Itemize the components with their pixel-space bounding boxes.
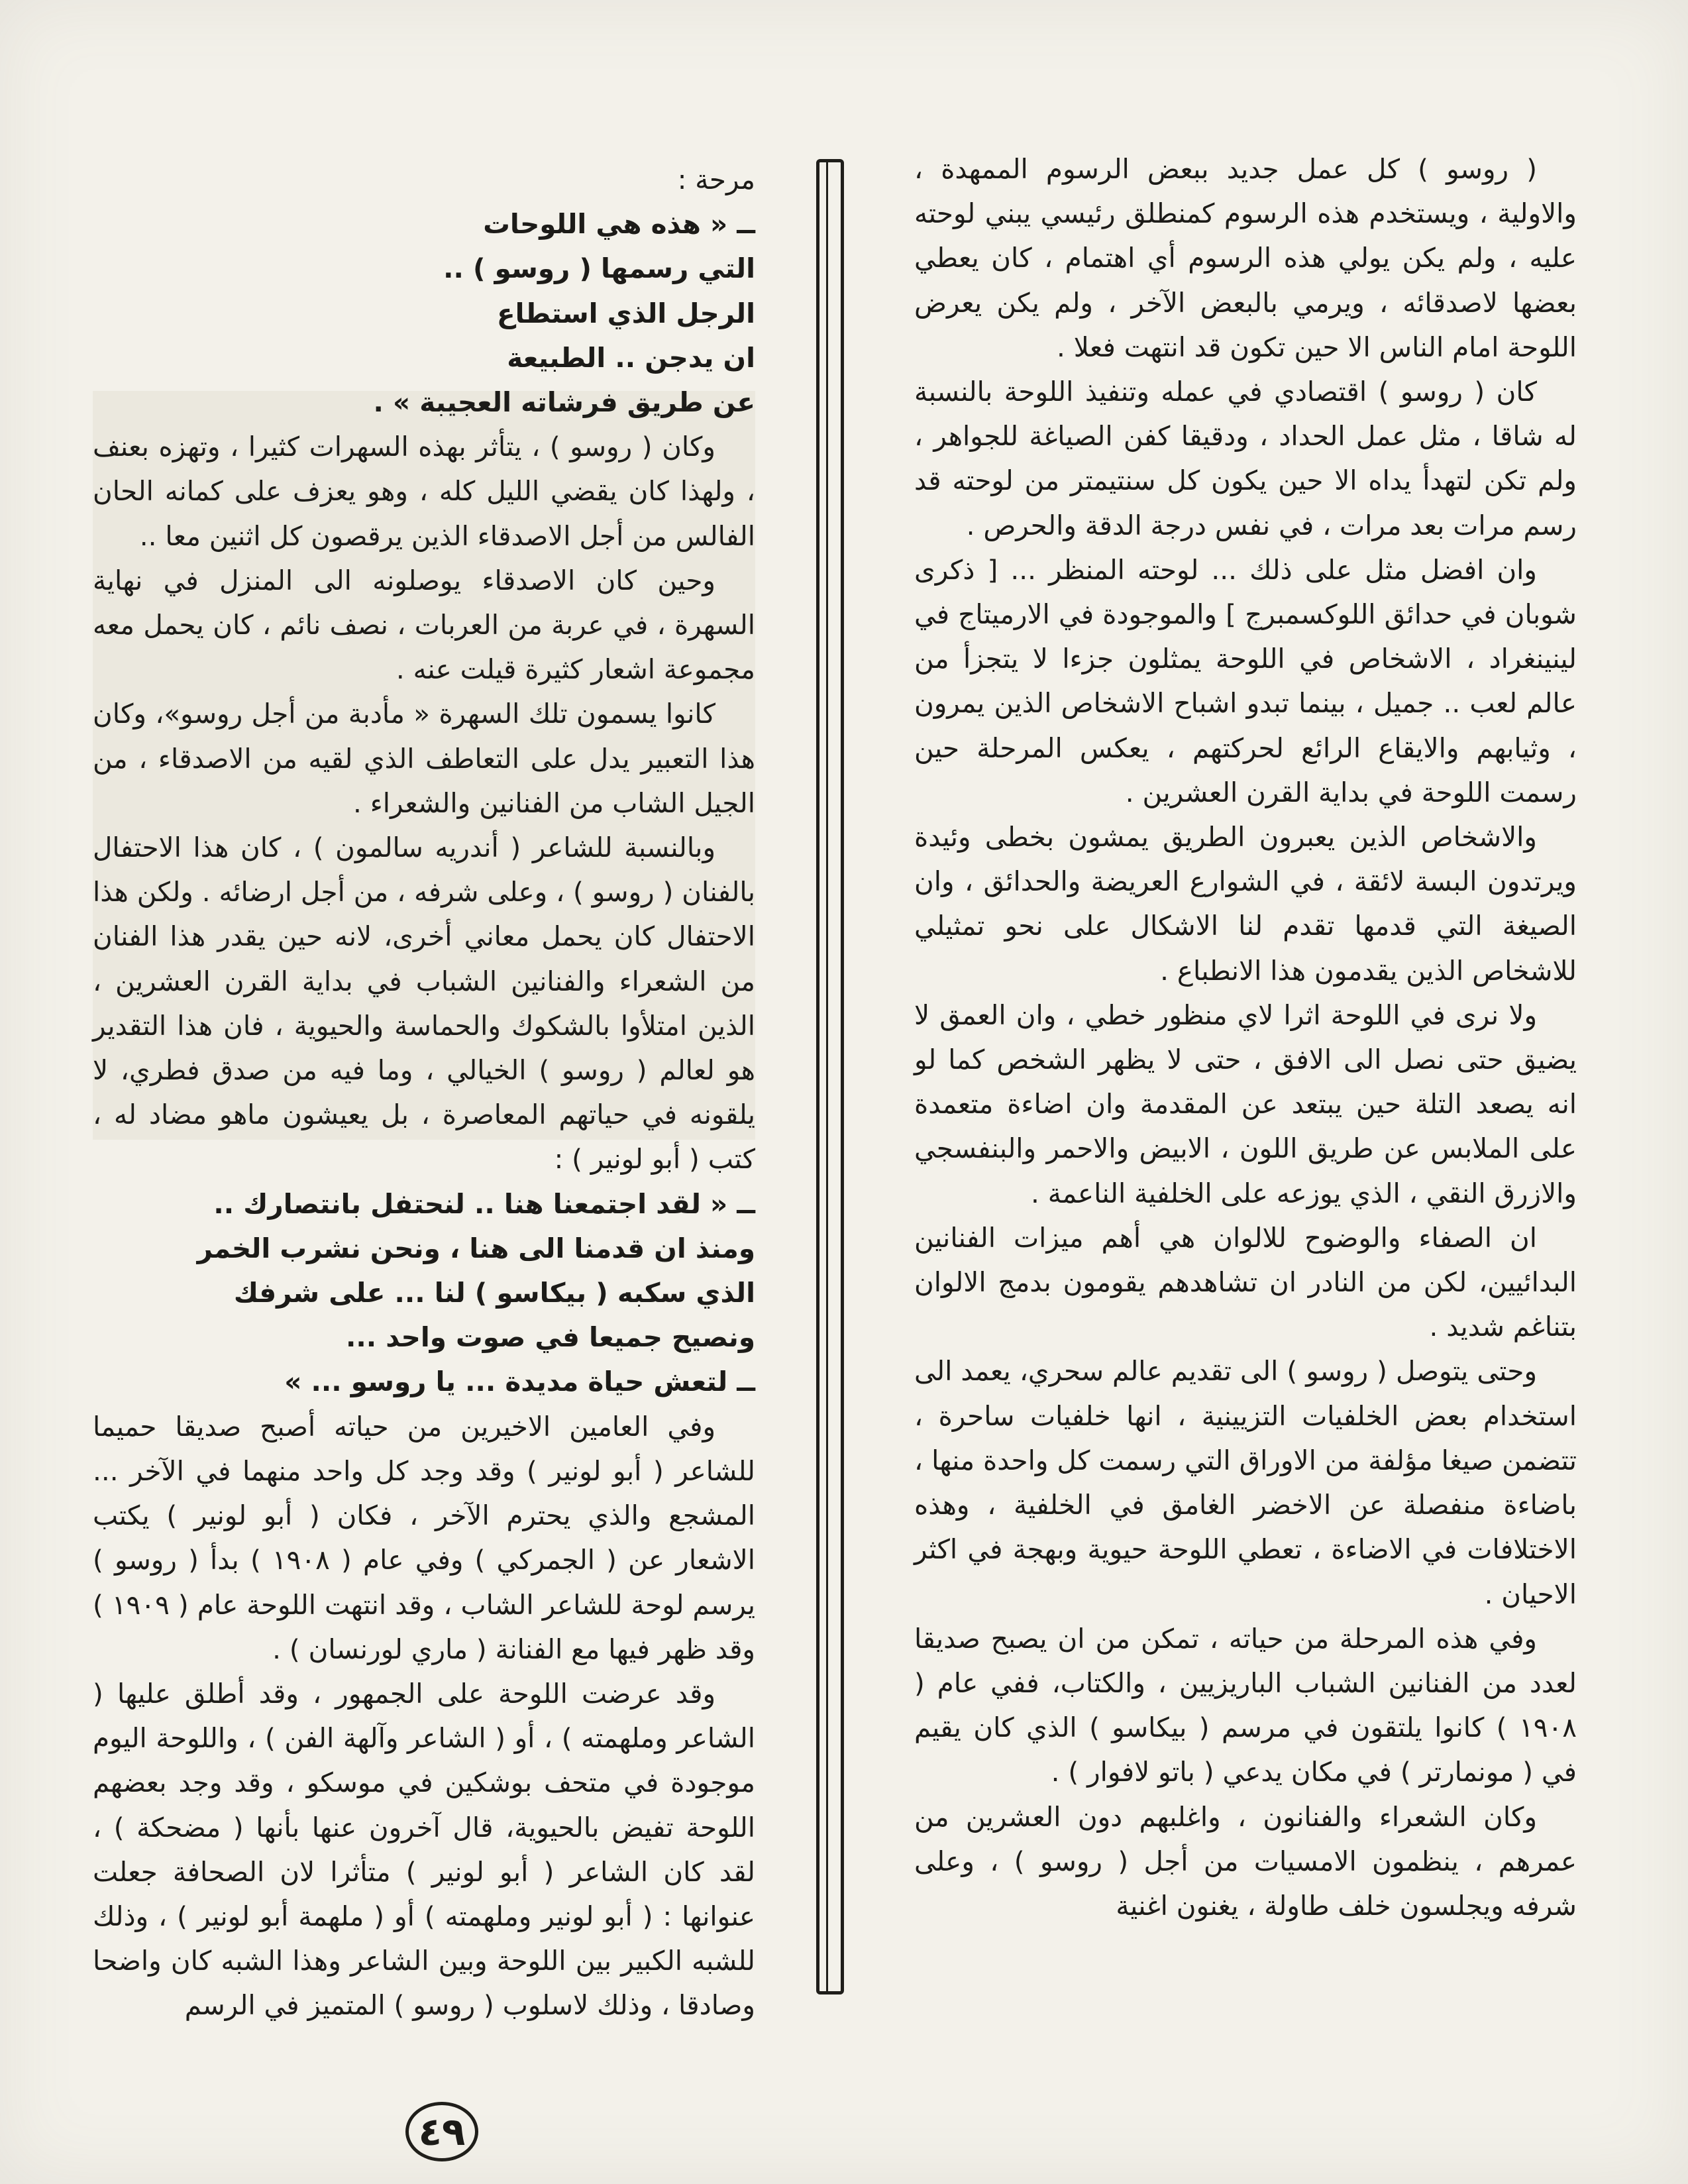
quote-line: ــ « لقد اجتمعنا هنا .. لنحتفل بانتصارك .. [213, 1187, 755, 1220]
column-divider [816, 159, 844, 1994]
quote-line: ــ « هذه هي اللوحات [483, 208, 755, 241]
column-heading: مرحة : [677, 164, 755, 195]
quote-line: التي رسمها ( روسو ) .. [443, 252, 755, 285]
paragraph: وان افضل مثل على ذلك ... لوحته المنظر ... [ ذكرى شوبان في حدائق اللوكسمبرج ] والموجودة في الارميتاج في لينينغراد ، الاشخاص في اللوحة يمثلون جزءا لا يتجزأ من عالم لعب .. جميل ، بينما تبدو اشباح الاشخاص الذين يمرون ، وثيابهم والايقاع الرائع لحركتهم ، يعكس المرحلة حين رسمت اللوحة في بداية القرن العشرين . [914, 553, 1577, 808]
paragraph: وبالنسبة للشاعر ( أندريه سالمون ) ، كان هذا الاحتفال بالفنان ( روسو ) ، وعلى شرفه ، من أجل ارضائه . ولكن هذا الاحتفال كان يحمل معاني أخرى، لانه حين يقدر هذا الفنان من الشعراء والفنانين الشباب في بداية القرن العشرين ، الذين امتلأوا بالشكوك والحماسة والحيوية ، فان هذا التقدير هو لعالم ( روسو ) الخيالي ، وما فيه من صدق فطري، لا يلقونه في حياتهم المعاصرة ، بل يعيشون ماهو مضاد له ، كتب ( أبو لونير ) : [93, 832, 755, 1175]
paragraph: ( روسو ) كل عمل جديد ببعض الرسوم الممهدة ، والاولية ، ويستخدم هذه الرسوم كمنطلق رئيسي يبني لوحته عليه ، ولم يكن يولي هذه الرسوم أي اهتمام ، كان يعطي بعضها لاصدقائه ، ويرمي بالبعض الآخر ، ولم يكن يعرض اللوحة امام الناس الا حين تكون قد انتهت فعلا . [914, 153, 1577, 363]
paragraph: وفي العامين الاخيرين من حياته أصبح صديقا حميما للشاعر ( أبو لونير ) وقد وجد كل واحد منهما في الآخر ... المشجع والذي يحترم الآخر ، فكان ( أبو لونير ) يكتب الاشعار عن ( الجمركي ) وفي عام ( ١٩٠٨ ) بدأ ( روسو ) يرسم لوحة للشاعر الشاب ، وقد انتهت اللوحة عام ( ١٩٠٩ ) وقد ظهر فيها مع الفنانة ( ماري لورنسان ) . [93, 1410, 755, 1665]
paragraph: وكان ( روسو ) ، يتأثر بهذه السهرات كثيرا ، وتهزه بعنف ، ولهذا كان يقضي الليل كله ، وهو يعزف على كمانه الحان الفالس من أجل الاصدقاء الذين يرقصون كل اثنين معا .. [93, 431, 755, 552]
quote-line: ان يدجن .. الطبيعة [507, 341, 755, 374]
left-column [93, 158, 755, 2033]
paragraph: وحين كان الاصدقاء يوصلونه الى المنزل في نهاية السهرة ، في عربة من العربات ، نصف نائم ، كان يحمل معه مجموعة اشعار كثيرة قيلت عنه . [93, 564, 755, 686]
paragraph: وكان الشعراء والفنانون ، واغلبهم دون العشرين من عمرهم ، ينظمون الامسيات من أجل ( روسو ) ، وعلى شرفه ويجلسون خلف طاولة ، يغنون اغنية [914, 1800, 1577, 1922]
right-column [914, 147, 1577, 2102]
paragraph: كان ( روسو ) اقتصادي في عمله وتنفيذ اللوحة بالنسبة له شاقا ، مثل عمل الحداد ، ودقيقا كفن الصياغة للجواهر ، ولم تكن لتهدأ يداه الا حين يكون كل سنتيمتر من لوحته قد رسم مرات بعد مرات ، في نفس درجة الدقة والحرص . [914, 376, 1577, 541]
paragraph: وفي هذه المرحلة من حياته ، تمكن من ان يصبح صديقا لعدد من الفنانين الشباب الباريزيين ، والكتاب، ففي عام ( ١٩٠٨ ) كانوا يلتقون في مرسم ( بيكاسو ) الذي كان يقيم في ( مونمارتر ) في مكان يدعي ( باتو لافوار ) . [914, 1622, 1577, 1788]
quote-line: ــ لتعش حياة مديدة ... يا روسو ... » [284, 1366, 755, 1398]
page-number: ٤٩ [405, 2102, 478, 2161]
quote-line: عن طريق فرشاته العجيبة » . [373, 386, 755, 419]
paragraph: ان الصفاء والوضوح للالوان هي أهم ميزات الفنانين البدائيين، لكن من النادر ان تشاهدهم يقومون بدمج الالوان بتناغم شديد . [914, 1221, 1577, 1343]
paragraph: وحتى يتوصل ( روسو ) الى تقديم عالم سحري، يعمد الى استخدام بعض الخلفيات التزيينية ، انها خلفيات ساحرة ، تتضمن صيغا مؤلفة من الاوراق التي رسمت كل واحدة منها ، باضاءة منفصلة عن الاخضر الغامق في الخلفية ، وهذه الاختلافات في الاضاءة ، تعطي اللوحة حيوية وبهجة في اكثر الاحيان . [914, 1355, 1577, 1610]
quote-line: ومنذ ان قدمنا الى هنا ، ونحن نشرب الخمر [197, 1232, 755, 1264]
paragraph: كانوا يسمون تلك السهرة « مأدبة من أجل روسو»، وكان هذا التعبير يدل على التعاطف الذي لقيه من الاصدقاء ، من الجيل الشاب من الفنانين والشعراء . [93, 698, 755, 819]
paragraph: وقد عرضت اللوحة على الجمهور ، وقد أطلق عليها ( الشاعر وملهمته ) ، أو ( الشاعر وآلهة الفن ) ، واللوحة اليوم موجودة في متحف بوشكين في موسكو ، وقد وجد بعضهم اللوحة تفيض بالحيوية، قال آخرون عنها بأنها ( مضحكة ) ، لقد كان الشاعر ( أبو لونير ) متأثرا لان الصحافة جعلت عنوانها : ( أبو لونير وملهمته ) أو ( ملهمة أبو لونير ) ، وذلك للشبه الكبير بين اللوحة وبين الشاعر وهذا الشبه كان واضحا وصادقا ، وذلك لاسلوب ( روسو ) المتميز في الرسم [93, 1677, 755, 2022]
quote-line: الذي سكبه ( بيكاسو ) لنا ... على شرفك [233, 1277, 755, 1309]
paragraph: ولا نرى في اللوحة اثرا لاي منظور خطي ، وان العمق لا يضيق حتى نصل الى الافق ، حتى لا يظهر الشخص كما لو انه يصعد التلة حين يبتعد عن المقدمة وان اضاءة متعمدة على الملابس عن طريق اللون ، الابيض والاحمر والبنفسجي والازرق النقي ، الذي يوزعه على الخلفية الناعمة . [914, 999, 1577, 1209]
quote-line: الرجل الذي استطاع [497, 297, 755, 329]
paragraph: والاشخاص الذين يعبرون الطريق يمشون بخطى وئيدة ويرتدون البسة لائقة ، في الشوارع العريضة والحدائق ، وان الصيغة التي قدمها تقدم لنا الاشكال على نحو تمثيلي للاشخاص الذين يقدمون هذا الانطباع . [914, 821, 1577, 987]
quote-line: ونصيح جميعا في صوت واحد ... [346, 1321, 755, 1354]
